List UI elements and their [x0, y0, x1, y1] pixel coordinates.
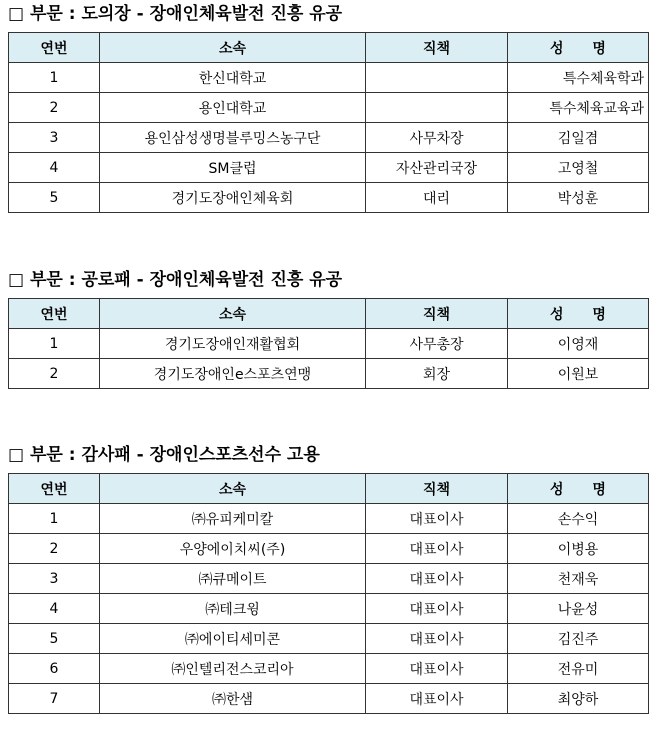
cell-title: 대표이사 [366, 504, 508, 534]
cell-name: 나윤성 [508, 594, 649, 624]
cell-no: 2 [9, 534, 100, 564]
cell-name: 김진주 [508, 624, 649, 654]
col-header-no: 연번 [9, 299, 100, 329]
table-row [9, 123, 649, 153]
cell-org: 우양에이치씨(주) [100, 534, 366, 564]
col-header-name: 성 명 [508, 474, 649, 504]
col-header-org: 소속 [100, 474, 366, 504]
cell-name: 특수체육학과 [508, 63, 649, 93]
section-heading: □ 부문 : 도의장 - 장애인체육발전 진흥 유공 [8, 4, 343, 24]
cell-org: 용인삼성생명블루밍스농구단 [100, 123, 366, 153]
cell-org: ㈜큐메이트 [100, 564, 366, 594]
table-row [9, 564, 649, 594]
table-row [9, 153, 649, 183]
section-3 [8, 443, 648, 714]
col-header-title: 직책 [366, 33, 508, 63]
cell-no: 1 [9, 504, 100, 534]
table-row [9, 684, 649, 714]
cell-title: 대표이사 [366, 594, 508, 624]
cell-name: 이원보 [508, 359, 649, 389]
cell-name: 손수익 [508, 504, 649, 534]
table-row [9, 624, 649, 654]
cell-no: 2 [9, 93, 100, 123]
cell-name: 이영재 [508, 329, 649, 359]
section-heading: □ 부문 : 공로패 - 장애인체육발전 진흥 유공 [8, 270, 343, 290]
table-row [9, 359, 649, 389]
col-header-name: 성 명 [508, 299, 649, 329]
cell-org: ㈜유피케미칼 [100, 504, 366, 534]
cell-no: 5 [9, 624, 100, 654]
cell-title: 대표이사 [366, 654, 508, 684]
cell-no: 6 [9, 654, 100, 684]
cell-no: 3 [9, 123, 100, 153]
cell-title: 사무총장 [366, 329, 508, 359]
cell-no: 3 [9, 564, 100, 594]
cell-name: 최양하 [508, 684, 649, 714]
cell-name: 이병용 [508, 534, 649, 564]
cell-no: 4 [9, 594, 100, 624]
award-table [8, 32, 649, 213]
cell-org: ㈜인텔리전스코리아 [100, 654, 366, 684]
cell-title: 자산관리국장 [366, 153, 508, 183]
cell-no: 7 [9, 684, 100, 714]
cell-title: 회장 [366, 359, 508, 389]
cell-title: 대리 [366, 183, 508, 213]
col-header-no: 연번 [9, 474, 100, 504]
table-row [9, 654, 649, 684]
cell-org: ㈜테크윙 [100, 594, 366, 624]
table-row [9, 329, 649, 359]
cell-name: 김일겸 [508, 123, 649, 153]
cell-no: 4 [9, 153, 100, 183]
col-header-org: 소속 [100, 299, 366, 329]
cell-title: 대표이사 [366, 564, 508, 594]
cell-title [366, 63, 508, 93]
table-header-row [9, 33, 649, 63]
cell-no: 5 [9, 183, 100, 213]
cell-title: 사무차장 [366, 123, 508, 153]
section-2 [8, 268, 648, 389]
cell-org: 경기도장애인체육회 [100, 183, 366, 213]
cell-org: 경기도장애인e스포츠연맹 [100, 359, 366, 389]
cell-name: 박성훈 [508, 183, 649, 213]
col-header-title: 직책 [366, 474, 508, 504]
cell-title [366, 93, 508, 123]
cell-org: 용인대학교 [100, 93, 366, 123]
cell-title: 대표이사 [366, 534, 508, 564]
table-row [9, 504, 649, 534]
cell-org: SM클럽 [100, 153, 366, 183]
col-header-no: 연번 [9, 33, 100, 63]
table-header-row [9, 474, 649, 504]
table-header-row [9, 299, 649, 329]
cell-name: 전유미 [508, 654, 649, 684]
cell-org: ㈜한샘 [100, 684, 366, 714]
cell-org: 경기도장애인재활협회 [100, 329, 366, 359]
section-heading: □ 부문 : 감사패 - 장애인스포츠선수 고용 [8, 445, 320, 465]
table-row [9, 93, 649, 123]
col-header-name: 성 명 [508, 33, 649, 63]
table-row [9, 63, 649, 93]
cell-org: ㈜에이티세미콘 [100, 624, 366, 654]
cell-title: 대표이사 [366, 624, 508, 654]
award-table [8, 473, 649, 714]
table-row [9, 534, 649, 564]
cell-org: 한신대학교 [100, 63, 366, 93]
cell-no: 2 [9, 359, 100, 389]
table-row [9, 594, 649, 624]
table-row [9, 183, 649, 213]
cell-no: 1 [9, 63, 100, 93]
award-table [8, 298, 649, 389]
col-header-title: 직책 [366, 299, 508, 329]
col-header-org: 소속 [100, 33, 366, 63]
section-1 [8, 2, 648, 213]
cell-title: 대표이사 [366, 684, 508, 714]
cell-name: 고영철 [508, 153, 649, 183]
cell-name: 특수체육교육과 [508, 93, 649, 123]
cell-no: 1 [9, 329, 100, 359]
cell-name: 천재욱 [508, 564, 649, 594]
